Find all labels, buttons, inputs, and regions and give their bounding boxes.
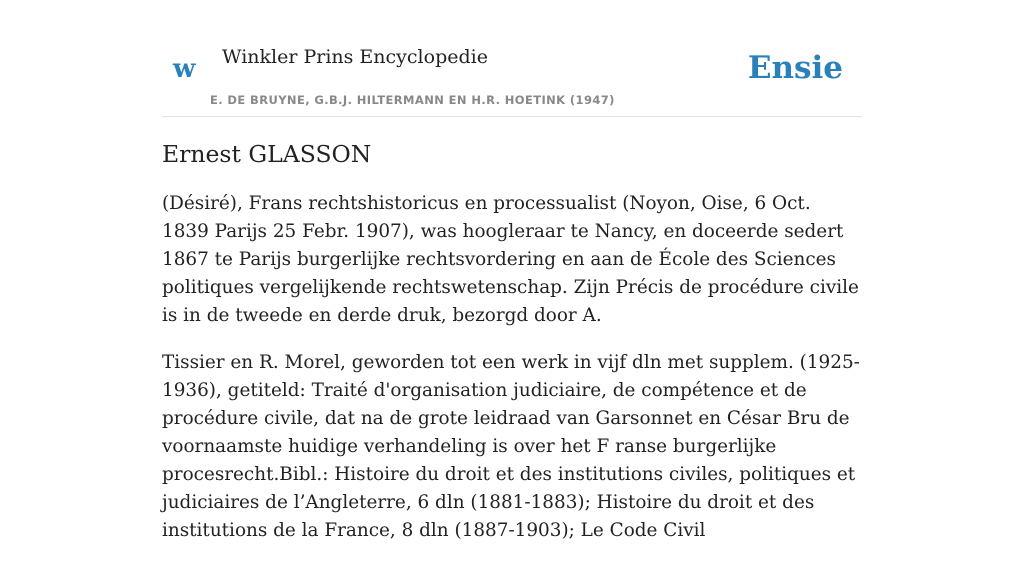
article-title: Ernest GLASSON	[162, 140, 372, 168]
article-paragraph: Tissier en R. Morel, geworden tot een werk in vijf dln met supplem. (1925-1936), getiteld: Traité d'organisation judiciaire, de compétence et de procédure civile, dat na de grote leidraad van Garsonnet en César Bru de voornaamste huidige verhandeling is over het F ranse burgerlijke procesrecht.Bibl.: Histoire du droit et des institutions civiles, politiques et judiciaires de l’Angleterre, 6 dln (1881-1883); Histoire du droit et des institutions de la France, 8 dln (1887-1903); Le Code Civil	[162, 352, 860, 541]
publication-authors: E. DE BRUYNE, G.B.J. HILTERMANN EN H.R. HOETINK (1947)	[210, 93, 615, 107]
article-paragraph: (Désiré), Frans rechtshistoricus en processualist (Noyon, Oise, 6 Oct. 1839 Parijs 25 Febr. 1907), was hoogleraar te Nancy, en doceerde sedert 1867 te Parijs burgerlijke rechtsvordering en aan de École des Sciences politiques vergelijkende rechtswetenschap. Zijn Précis de procédure civile is in de tweede en derde druk, bezorgd door A.	[162, 193, 859, 326]
logo-w-icon[interactable]: w	[173, 54, 196, 84]
site-header	[162, 36, 862, 117]
brand-logo[interactable]: Ensie	[747, 50, 843, 86]
article	[162, 138, 862, 564]
publication-title[interactable]: Winkler Prins Encyclopedie	[222, 46, 488, 68]
